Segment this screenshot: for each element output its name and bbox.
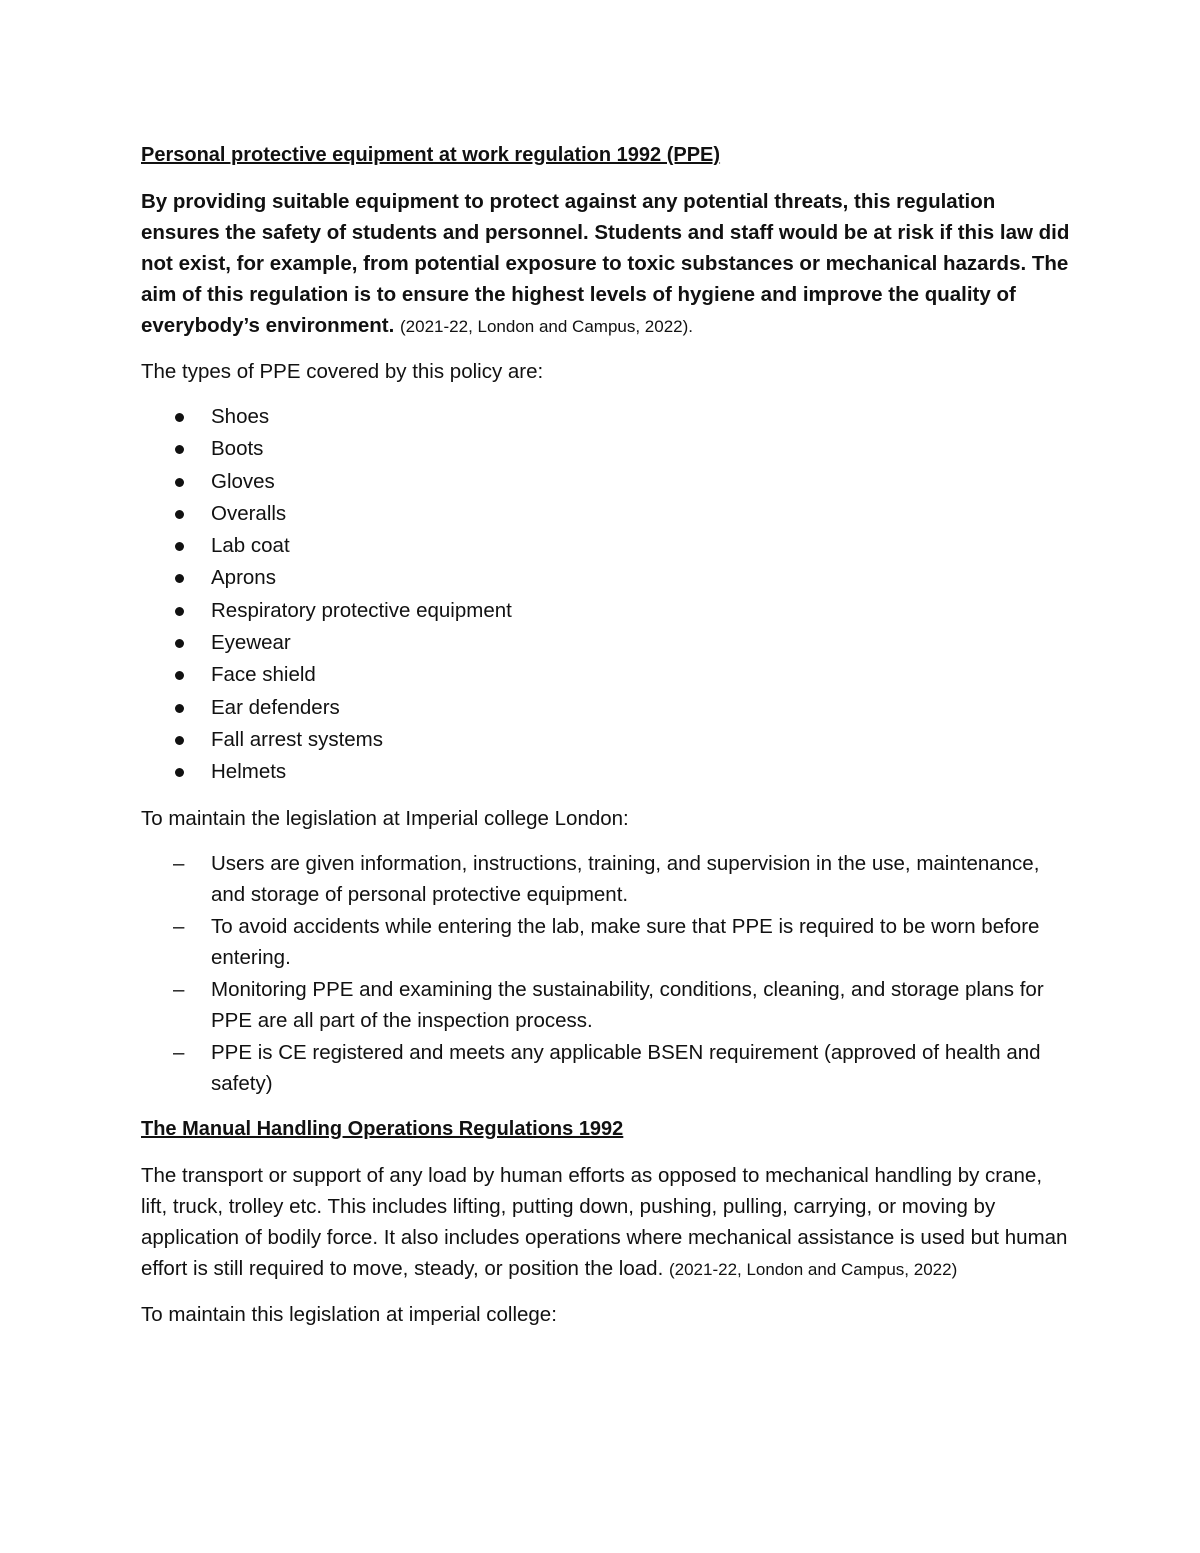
bullet-icon <box>175 768 184 777</box>
list-item-text: Users are given information, instructions, training, and supervision in the use, maintenance, and storage of personal protective equipment. <box>211 851 1040 907</box>
list-item <box>141 627 1071 659</box>
manual-handling-heading: The Manual Handling Operations Regulations 1992 <box>141 1117 624 1140</box>
bullet-icon <box>175 574 184 583</box>
list-item-text: Fall arrest systems <box>211 727 383 751</box>
manual-handling-text: The transport or support of any load by human efforts as opposed to mechanical handling by crane, lift, truck, trolley etc. This includes lifting, putting down, pushing, pulling, carrying, or moving by application of bodily force. It also includes operations where mechanical assistance is used but human effort is still required to move, steady, or position the load. <box>141 1163 1068 1280</box>
ppe-intro-paragraph <box>141 186 1071 342</box>
list-item-text: Ear defenders <box>211 695 340 719</box>
list-item-text: Respiratory protective equipment <box>211 598 512 622</box>
manual-handling-maintain-label: To maintain this legislation at imperial college: <box>141 1302 557 1326</box>
bullet-icon <box>175 671 184 680</box>
document-page <box>141 140 1071 1344</box>
ppe-heading: Personal protective equipment at work regulation 1992 (PPE) <box>141 144 721 166</box>
list-item-text: PPE is CE registered and meets any applicable BSEN requirement (approved of health and safety) <box>211 1040 1041 1096</box>
list-item-text: To avoid accidents while entering the lab, make sure that PPE is required to be worn before entering. <box>211 914 1040 970</box>
bullet-icon <box>175 704 184 713</box>
dash-icon: – <box>173 851 185 875</box>
list-item-text: Eyewear <box>211 631 291 655</box>
manual-handling-citation: (2021-22, London and Campus, 2022) <box>668 1259 958 1279</box>
list-item-text: Lab coat <box>211 534 290 558</box>
list-item-text: Aprons <box>211 566 276 590</box>
list-item-text: Boots <box>211 437 264 461</box>
ppe-types-list <box>141 401 1071 789</box>
list-item <box>141 911 1071 974</box>
list-item <box>141 433 1071 465</box>
bullet-icon <box>175 445 184 454</box>
list-item-text: Face shield <box>211 663 316 687</box>
bullet-icon <box>175 510 184 519</box>
list-item <box>141 724 1071 756</box>
list-item-text: Helmets <box>211 760 287 784</box>
list-item-text: Monitoring PPE and examining the sustainability, conditions, cleaning, and storage plans for PPE are all part of the inspection process. <box>211 977 1044 1033</box>
ppe-maintain-label: To maintain the legislation at Imperial college London: <box>141 806 629 830</box>
list-item <box>141 562 1071 594</box>
list-item <box>141 848 1071 911</box>
bullet-icon <box>175 607 184 616</box>
dash-icon: – <box>173 1040 185 1064</box>
bullet-icon <box>175 639 184 648</box>
list-item <box>141 466 1071 498</box>
dash-icon: – <box>173 914 185 938</box>
list-item <box>141 1037 1071 1100</box>
ppe-intro-text: By providing suitable equipment to protect against any potential threats, this regulation ensures the safety of students and personnel. Students and staff would be at risk if this law did not exist, for example, from potential exposure to toxic substances or mechanical hazards. The aim of this regulation is to ensure the highest levels of hygiene and improve the quality of everybody’s environment. <box>141 190 1070 337</box>
list-item-text: Gloves <box>211 469 275 493</box>
bullet-icon <box>175 478 184 487</box>
bullet-icon <box>175 413 184 422</box>
list-item <box>141 530 1071 562</box>
list-item <box>141 401 1071 433</box>
dash-icon: – <box>173 977 185 1001</box>
list-item-text: Shoes <box>211 405 270 428</box>
list-item <box>141 974 1071 1037</box>
list-item-text: Overalls <box>211 501 287 525</box>
ppe-types-label: The types of PPE covered by this policy are: <box>141 360 544 383</box>
list-item <box>141 498 1071 530</box>
ppe-maintain-list <box>141 848 1071 1100</box>
list-item <box>141 595 1071 627</box>
list-item <box>141 659 1071 691</box>
ppe-intro-citation: (2021-22, London and Campus, 2022). <box>400 317 693 336</box>
list-item <box>141 692 1071 724</box>
bullet-icon <box>175 736 184 745</box>
manual-handling-paragraph <box>141 1160 1071 1285</box>
bullet-icon <box>175 542 184 551</box>
list-item <box>141 756 1071 788</box>
